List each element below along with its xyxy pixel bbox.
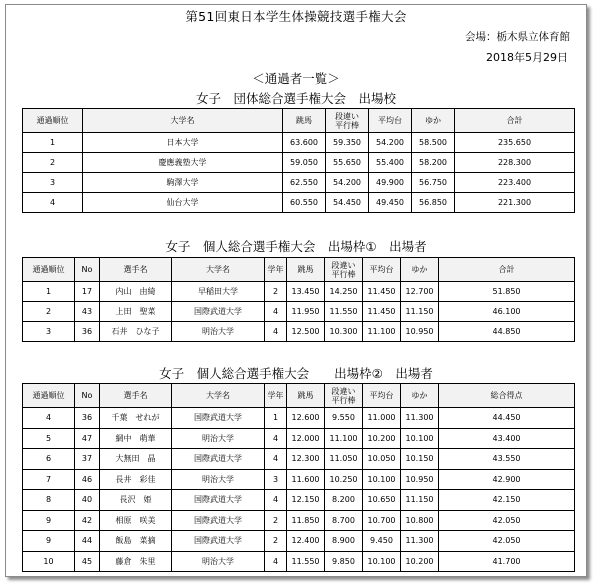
cell-uneven-bars: 8.700 [325,510,363,531]
cell-year: 4 [265,302,287,322]
header-university: 大学名 [172,384,265,408]
individual-2-heading: 女子 個人総合選手権大会 出場枠② 出場者 [159,366,433,381]
header-ub-line1: 段違い [335,111,359,121]
cell-year: 2 [265,531,287,552]
cell-beam: 54.200 [369,133,412,153]
cell-rank: 2 [23,302,75,322]
table-row [23,322,575,342]
cell-year: 4 [265,449,287,470]
header-beam: 平均台 [369,109,412,133]
table-row [23,490,575,511]
cell-athlete: 長沢 姫 [100,490,172,511]
cell-total: 44.450 [439,408,575,429]
document-title: 第51回東日本学生体操競技選手権大会 [185,9,407,24]
cell-beam: 10.700 [363,510,401,531]
cell-total: 46.100 [439,302,575,322]
table-row [23,531,575,552]
cell-vault: 12.400 [287,531,325,552]
cell-uneven-bars: 54.200 [326,173,369,193]
cell-floor: 11.150 [401,490,439,511]
cell-number: 46 [75,469,100,490]
cell-university: 日本大学 [83,133,283,153]
cell-beam: 11.450 [363,282,401,302]
cell-rank: 10 [23,551,75,572]
cell-beam: 55.400 [369,153,412,173]
cell-rank: 2 [23,153,83,173]
header-number: No [75,384,100,408]
cell-athlete: 飯島 菜摘 [100,531,172,552]
cell-athlete: 上田 聖菜 [100,302,172,322]
cell-beam: 10.200 [363,428,401,449]
table-row [23,469,575,490]
cell-rank: 1 [23,133,83,153]
table-row [23,428,575,449]
cell-vault: 11.950 [287,302,325,322]
cell-vault: 11.850 [287,510,325,531]
cell-athlete: 長井 彩佳 [100,469,172,490]
cell-floor: 11.300 [401,531,439,552]
cell-number: 45 [75,551,100,572]
cell-university: 国際武道大学 [172,302,265,322]
cell-floor: 58.500 [412,133,455,153]
venue-label: 会場：栃木県立体育館 [465,31,570,43]
cell-uneven-bars: 8.900 [325,531,363,552]
cell-university: 明治大学 [172,322,265,342]
table-row [23,302,575,322]
cell-athlete: 藤倉 朱里 [100,551,172,572]
cell-floor: 56.850 [412,193,455,213]
cell-uneven-bars: 54.450 [326,193,369,213]
header-floor: ゆか [412,109,455,133]
header-rank: 通過順位 [23,109,83,133]
header-uneven-bars [326,109,369,133]
cell-number: 43 [75,302,100,322]
cell-total: 41.700 [439,551,575,572]
cell-beam: 10.650 [363,490,401,511]
header-ub-line2: 平行棒 [331,395,356,405]
cell-number: 17 [75,282,100,302]
cell-vault: 62.550 [283,173,326,193]
header-vault: 跳馬 [283,109,326,133]
table-row [23,282,575,302]
header-floor: ゆか [401,258,439,282]
cell-university: 駒澤大学 [83,173,283,193]
table-row [23,193,575,213]
cell-year: 4 [265,322,287,342]
cell-floor: 10.100 [401,428,439,449]
cell-vault: 12.300 [287,449,325,470]
cell-rank: 6 [23,449,75,470]
cell-vault: 60.550 [283,193,326,213]
cell-uneven-bars: 14.250 [325,282,363,302]
cell-uneven-bars: 55.650 [326,153,369,173]
cell-vault: 12.500 [287,322,325,342]
table-header-row [23,109,575,133]
cell-vault: 63.600 [283,133,326,153]
cell-year: 4 [265,428,287,449]
cell-floor: 10.150 [401,449,439,470]
table-row [23,133,575,153]
cell-year: 3 [265,469,287,490]
date-label: 2018年5月29日 [486,51,568,64]
cell-beam: 10.100 [363,551,401,572]
cell-floor: 10.950 [401,322,439,342]
cell-vault: 11.600 [287,469,325,490]
cell-floor: 10.200 [401,551,439,572]
document-frame [5,4,587,577]
cell-total: 221.300 [455,193,575,213]
team-heading: 女子 団体総合選手権大会 出場校 [195,91,396,106]
header-rank: 通過順位 [23,384,75,408]
header-ub-line2: 平行棒 [331,269,356,279]
cell-university: 明治大学 [172,428,265,449]
cell-rank: 7 [23,469,75,490]
header-uneven-bars [325,258,363,282]
cell-total: 42.900 [439,469,575,490]
table-row [23,551,575,572]
cell-vault: 11.550 [287,551,325,572]
cell-university: 慶應義塾大学 [83,153,283,173]
cell-vault: 12.000 [287,428,325,449]
cell-vault: 12.150 [287,490,325,511]
cell-uneven-bars: 10.300 [325,322,363,342]
header-athlete: 選手名 [100,258,172,282]
team-table [22,108,575,213]
table-header-row [23,258,575,282]
header-ub-line1: 段違い [331,260,356,270]
cell-rank: 5 [23,428,75,449]
cell-athlete: 相原 咲美 [100,510,172,531]
cell-uneven-bars: 11.100 [325,428,363,449]
cell-athlete: 千葉 せれが [100,408,172,429]
cell-year: 4 [265,551,287,572]
cell-uneven-bars: 9.550 [325,408,363,429]
cell-beam: 49.900 [369,173,412,193]
cell-vault: 13.450 [287,282,325,302]
cell-athlete: 石井 ひな子 [100,322,172,342]
header-year: 学年 [265,258,287,282]
cell-floor: 58.200 [412,153,455,173]
cell-university: 国際武道大学 [172,408,265,429]
cell-rank: 9 [23,510,75,531]
cell-uneven-bars: 11.550 [325,302,363,322]
cell-total: 44.850 [439,322,575,342]
cell-year: 1 [265,408,287,429]
table-row [23,173,575,193]
cell-beam: 10.100 [363,469,401,490]
header-total: 総合得点 [439,384,575,408]
cell-floor: 11.300 [401,408,439,429]
cell-vault: 59.050 [283,153,326,173]
cell-year: 4 [265,490,287,511]
header-vault: 跳馬 [287,258,325,282]
header-beam: 平均台 [363,258,401,282]
cell-total: 42.050 [439,531,575,552]
table-row [23,449,575,470]
cell-university: 国際武道大学 [172,490,265,511]
header-ub-line1: 段違い [331,386,356,396]
cell-university: 明治大学 [172,469,265,490]
table-header-row [23,384,575,408]
cell-rank: 1 [23,282,75,302]
cell-university: 明治大学 [172,551,265,572]
cell-floor: 56.750 [412,173,455,193]
header-university: 大学名 [83,109,283,133]
cell-athlete: 大無田 晶 [100,449,172,470]
cell-total: 42.150 [439,490,575,511]
cell-beam: 10.050 [363,449,401,470]
cell-university: 国際武道大学 [172,510,265,531]
cell-uneven-bars: 10.250 [325,469,363,490]
header-number: No [75,258,100,282]
cell-beam: 49.450 [369,193,412,213]
cell-beam: 11.000 [363,408,401,429]
cell-floor: 12.700 [401,282,439,302]
cell-number: 42 [75,510,100,531]
cell-year: 2 [265,282,287,302]
cell-beam: 9.450 [363,531,401,552]
list-heading: ＜通過者一覧＞ [252,71,340,86]
individual-1-heading: 女子 個人総合選手権大会 出場枠① 出場者 [165,239,427,254]
cell-floor: 11.150 [401,302,439,322]
cell-rank: 8 [23,490,75,511]
cell-athlete: 内山 由綺 [100,282,172,302]
cell-university: 仙台大学 [83,193,283,213]
header-total: 合計 [455,109,575,133]
header-year: 学年 [265,384,287,408]
cell-floor: 10.950 [401,469,439,490]
cell-university: 国際武道大学 [172,531,265,552]
cell-number: 47 [75,428,100,449]
cell-total: 228.300 [455,153,575,173]
cell-total: 223.400 [455,173,575,193]
header-ub-line2: 平行棒 [335,120,359,130]
cell-uneven-bars: 8.200 [325,490,363,511]
header-floor: ゆか [401,384,439,408]
cell-athlete: 網中 萌華 [100,428,172,449]
cell-number: 36 [75,322,100,342]
header-uneven-bars [325,384,363,408]
cell-rank: 4 [23,408,75,429]
cell-year: 2 [265,510,287,531]
table-row [23,510,575,531]
header-university: 大学名 [172,258,265,282]
cell-uneven-bars: 11.050 [325,449,363,470]
individual-1-table [22,257,575,342]
cell-number: 44 [75,531,100,552]
cell-uneven-bars: 59.350 [326,133,369,153]
cell-rank: 3 [23,322,75,342]
header-rank: 通過順位 [23,258,75,282]
header-vault: 跳馬 [287,384,325,408]
cell-university: 早稲田大学 [172,282,265,302]
cell-university: 国際武道大学 [172,449,265,470]
cell-vault: 12.600 [287,408,325,429]
cell-total: 43.400 [439,428,575,449]
header-beam: 平均台 [363,384,401,408]
cell-number: 36 [75,408,100,429]
cell-rank: 9 [23,531,75,552]
cell-number: 37 [75,449,100,470]
cell-beam: 11.450 [363,302,401,322]
table-row [23,153,575,173]
cell-total: 51.850 [439,282,575,302]
cell-total: 42.050 [439,510,575,531]
cell-rank: 3 [23,173,83,193]
cell-total: 43.550 [439,449,575,470]
cell-rank: 4 [23,193,83,213]
table-row [23,408,575,429]
header-athlete: 選手名 [100,384,172,408]
cell-number: 40 [75,490,100,511]
cell-beam: 11.100 [363,322,401,342]
cell-total: 235.650 [455,133,575,153]
header-total: 合計 [439,258,575,282]
cell-uneven-bars: 9.850 [325,551,363,572]
individual-2-table [22,383,575,572]
cell-floor: 10.800 [401,510,439,531]
